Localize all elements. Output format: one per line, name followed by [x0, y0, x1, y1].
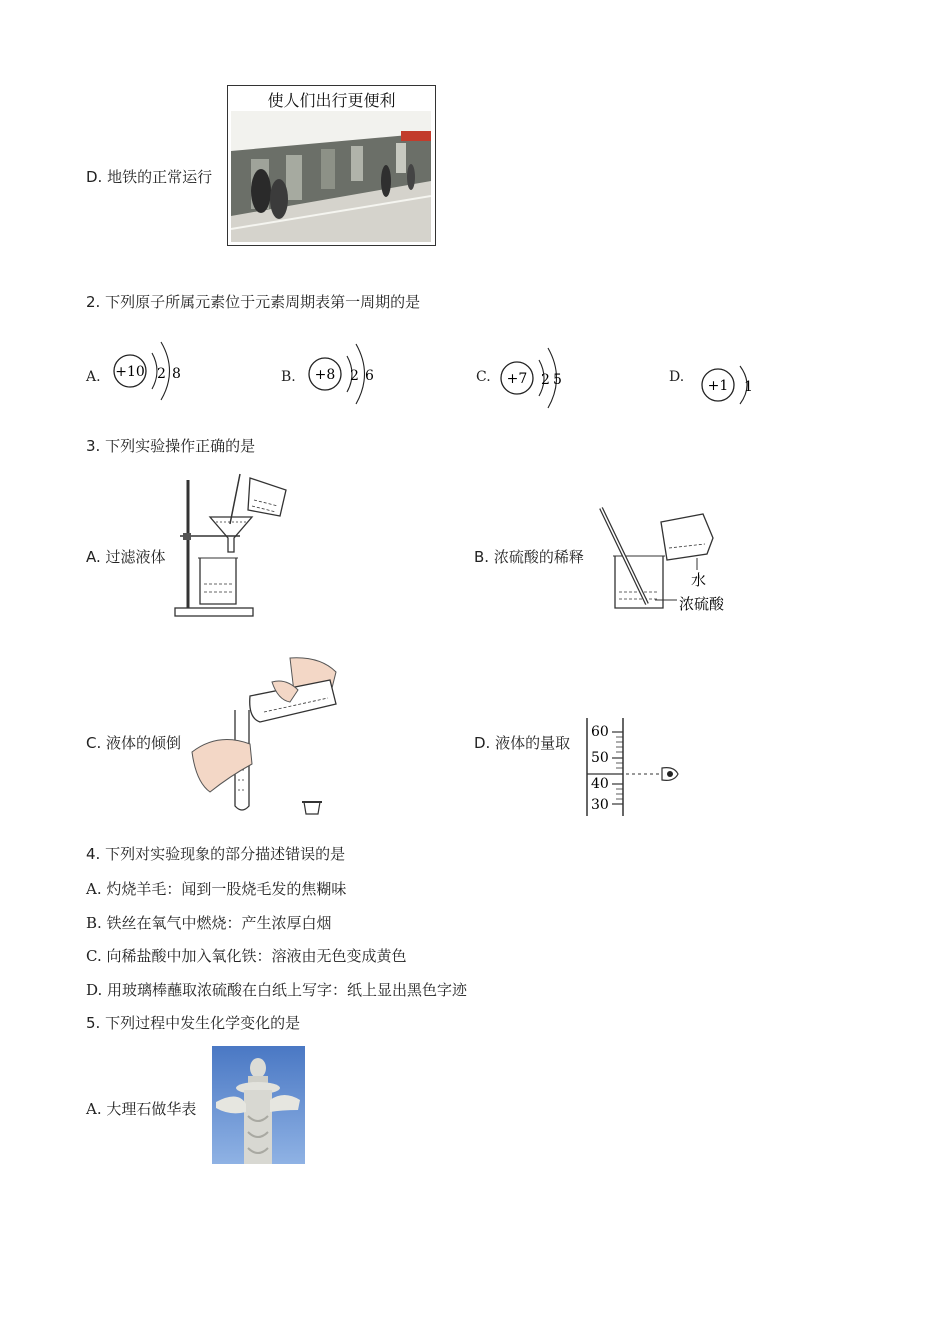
pouring-liquid-diagram: [190, 652, 340, 818]
q4-option-b: B. 铁丝在氧气中燃烧：产生浓厚白烟: [86, 914, 332, 932]
q2-a-shell-2: 8: [172, 366, 181, 382]
q3-option-b: B. 浓硫酸的稀释: [474, 548, 584, 566]
q3-stem: 3. 下列实验操作正确的是: [86, 437, 256, 455]
graduated-cylinder-diagram: [582, 716, 688, 820]
q4-stem: 4. 下列对实验现象的部分描述错误的是: [86, 845, 346, 863]
q2-d-shell-1: 1: [744, 379, 753, 395]
acid-dilution-diagram: [595, 500, 765, 618]
q2-a-shell-1: 2: [157, 366, 166, 382]
q4-option-a: A. 灼烧羊毛：闻到一股烧毛发的焦糊味: [86, 880, 347, 898]
q3-option-c: C. 液体的倾倒: [86, 734, 182, 752]
q3-option-d: D. 液体的量取: [474, 734, 571, 752]
tick-30: 30: [591, 797, 609, 813]
q2-atom-diagram-a: [108, 330, 188, 412]
q2-option-a-letter: A.: [86, 369, 101, 385]
q2-b-nucleus: +8: [314, 367, 336, 383]
subway-photo: [227, 85, 436, 246]
q2-b-shell-1: 2: [350, 368, 359, 384]
q2-c-shell-2: 5: [553, 372, 562, 388]
subway-platform-image: [231, 111, 431, 242]
tick-40: 40: [591, 776, 609, 792]
acid-label: 浓硫酸: [679, 595, 725, 613]
tick-50: 50: [591, 750, 609, 766]
q2-b-shell-2: 6: [365, 368, 374, 384]
water-label: 水: [691, 571, 707, 589]
q2-atom-diagram-c: [497, 334, 577, 416]
q5-stem: 5. 下列过程中发生化学变化的是: [86, 1014, 301, 1032]
q2-c-nucleus: +7: [506, 371, 528, 387]
q2-stem: 2. 下列原子所属元素位于元素周期表第一周期的是: [86, 293, 421, 311]
q2-a-nucleus: +10: [115, 364, 145, 380]
filtration-apparatus: [170, 472, 295, 618]
q2-atom-diagram-b: [303, 330, 383, 412]
q2-option-d-letter: D.: [669, 369, 685, 385]
photo-caption: 使人们出行更便利: [267, 91, 396, 110]
q2-option-b-letter: B.: [281, 369, 296, 385]
q3-option-a: A. 过滤液体: [86, 548, 166, 566]
huabiao-photo: [212, 1046, 305, 1164]
q4-option-d: D. 用玻璃棒蘸取浓硫酸在白纸上写字：纸上显出黑色字迹: [86, 981, 468, 999]
q4-option-c: C. 向稀盐酸中加入氧化铁：溶液由无色变成黄色: [86, 947, 407, 965]
q2-option-c-letter: C.: [476, 369, 491, 385]
q2-d-nucleus: +1: [707, 378, 729, 394]
q1-option-d: D. 地铁的正常运行: [86, 168, 213, 186]
q5-option-a: A. 大理石做华表: [86, 1100, 197, 1118]
tick-60: 60: [591, 724, 609, 740]
q2-atom-diagram-d: [698, 358, 758, 414]
q2-c-shell-1: 2: [541, 372, 550, 388]
